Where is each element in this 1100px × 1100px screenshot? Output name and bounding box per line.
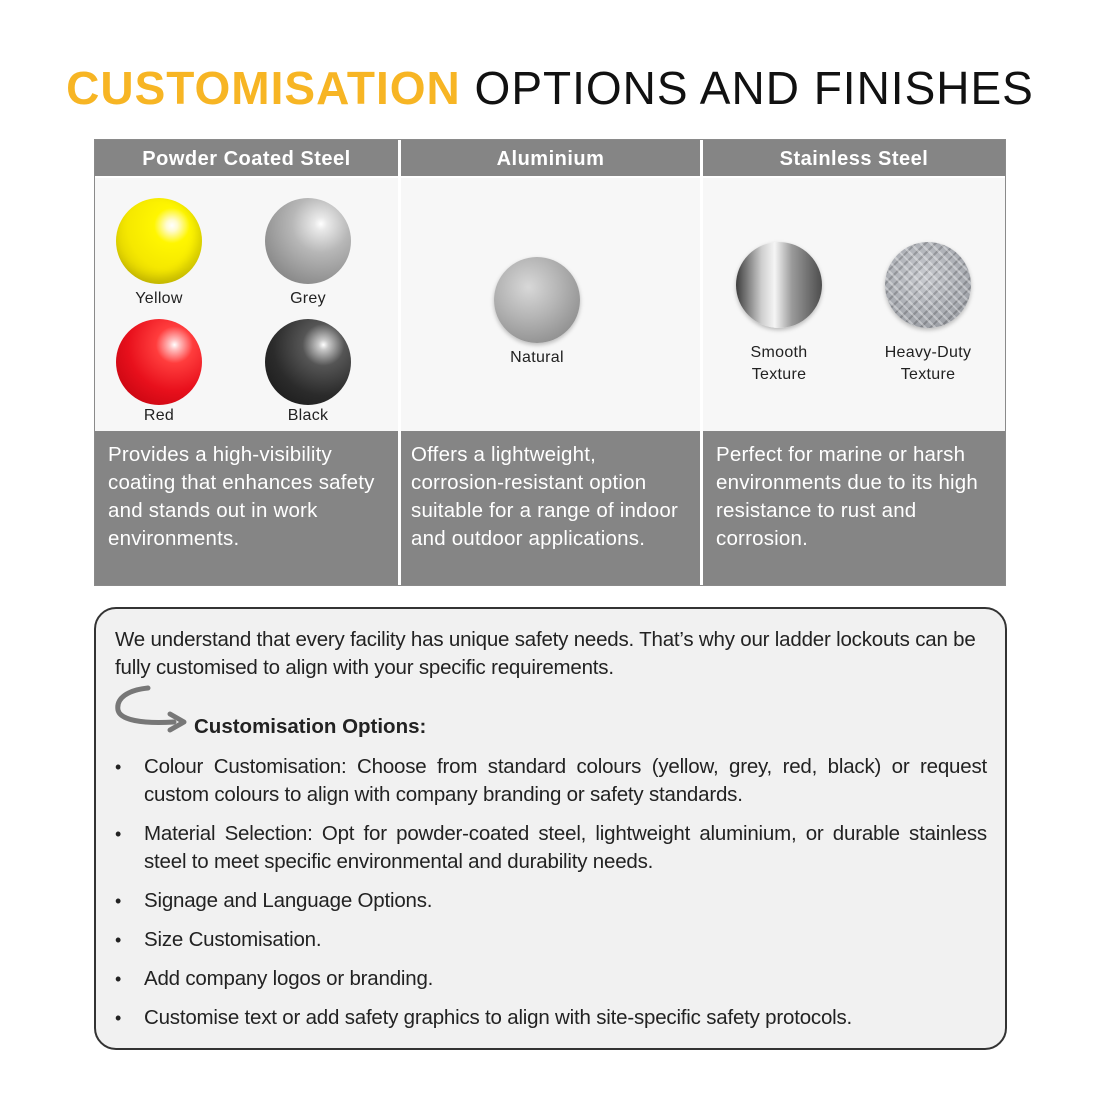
finish-description: Offers a lightweight, corrosion-resistant option suitable for a range of indoor and outdoor applications. xyxy=(401,431,700,585)
swatch-label xyxy=(868,342,988,386)
bullet: • xyxy=(115,930,122,950)
bullet: • xyxy=(115,891,122,911)
heavy-duty-texture-swatch xyxy=(885,242,971,328)
swatch-area xyxy=(95,176,398,433)
page-title xyxy=(0,58,1100,118)
list-item-text: Size Customisation. xyxy=(144,928,322,951)
list-item-text: Material Selection: Opt for powder-coated steel, lightweight aluminium, or durable stainless steel to meet specific environmental and durability needs. xyxy=(144,822,987,873)
swatch-label: Grey xyxy=(290,290,326,307)
curved-arrow-icon xyxy=(110,684,190,740)
list-item xyxy=(115,753,987,809)
finishes-table xyxy=(94,139,1006,586)
swatch-label-line: Smooth xyxy=(750,344,808,361)
bullet: • xyxy=(115,969,122,989)
list-item xyxy=(115,1004,987,1032)
swatch-area xyxy=(703,176,1005,433)
column-heading: Aluminium xyxy=(401,140,700,176)
swatch-area xyxy=(401,176,700,433)
title-rest: OPTIONS AND FINISHES xyxy=(474,62,1034,114)
intro-text: We understand that every facility has unique safety needs. That’s why our ladder lockouts can be fully customised to align with your specific requirements. xyxy=(115,628,976,679)
options-list xyxy=(115,753,987,1043)
bullet: • xyxy=(115,824,122,844)
customisation-panel xyxy=(94,607,1007,1050)
finish-description: Perfect for marine or harsh environments due to its high resistance to rust and corrosion. xyxy=(703,431,1005,585)
title-accent: CUSTOMISATION xyxy=(66,62,461,114)
options-heading: Customisation Options: xyxy=(194,715,427,738)
grey-swatch xyxy=(265,198,351,284)
swatch-label-line: Texture xyxy=(900,366,956,383)
finish-description: Provides a high-visibility coating that enhances safety and stands out in work environments. xyxy=(95,431,398,585)
bullet: • xyxy=(115,757,122,777)
swatch-label-line: Heavy-Duty xyxy=(884,344,972,361)
smooth-texture-swatch xyxy=(736,242,822,328)
column-heading: Stainless Steel xyxy=(703,140,1005,176)
swatch-label: Red xyxy=(143,407,175,424)
column-heading: Powder Coated Steel xyxy=(95,140,398,176)
swatch-label-line: Texture xyxy=(751,366,807,383)
list-item-text: Colour Customisation: Choose from standard colours (yellow, grey, red, black) or request custom colours to align with company branding or safety standards. xyxy=(144,755,987,806)
finish-column-powder-coated xyxy=(95,140,398,585)
swatch-label: Natural xyxy=(510,349,564,366)
yellow-swatch xyxy=(116,198,202,284)
list-item xyxy=(115,820,987,876)
natural-swatch xyxy=(494,257,580,343)
list-item-text: Customise text or add safety graphics to align with site-specific safety protocols. xyxy=(144,1006,853,1029)
list-item xyxy=(115,887,987,915)
swatch-label: Yellow xyxy=(135,290,183,307)
swatch-label: Black xyxy=(287,407,329,424)
swatch-label xyxy=(719,342,839,386)
red-swatch xyxy=(116,319,202,405)
bullet: • xyxy=(115,1008,122,1028)
list-item-text: Signage and Language Options. xyxy=(144,889,433,912)
finish-column-aluminium xyxy=(401,140,700,585)
finish-column-stainless-steel xyxy=(703,140,1005,585)
list-item xyxy=(115,965,987,993)
list-item-text: Add company logos or branding. xyxy=(144,967,434,990)
list-item xyxy=(115,926,987,954)
black-swatch xyxy=(265,319,351,405)
